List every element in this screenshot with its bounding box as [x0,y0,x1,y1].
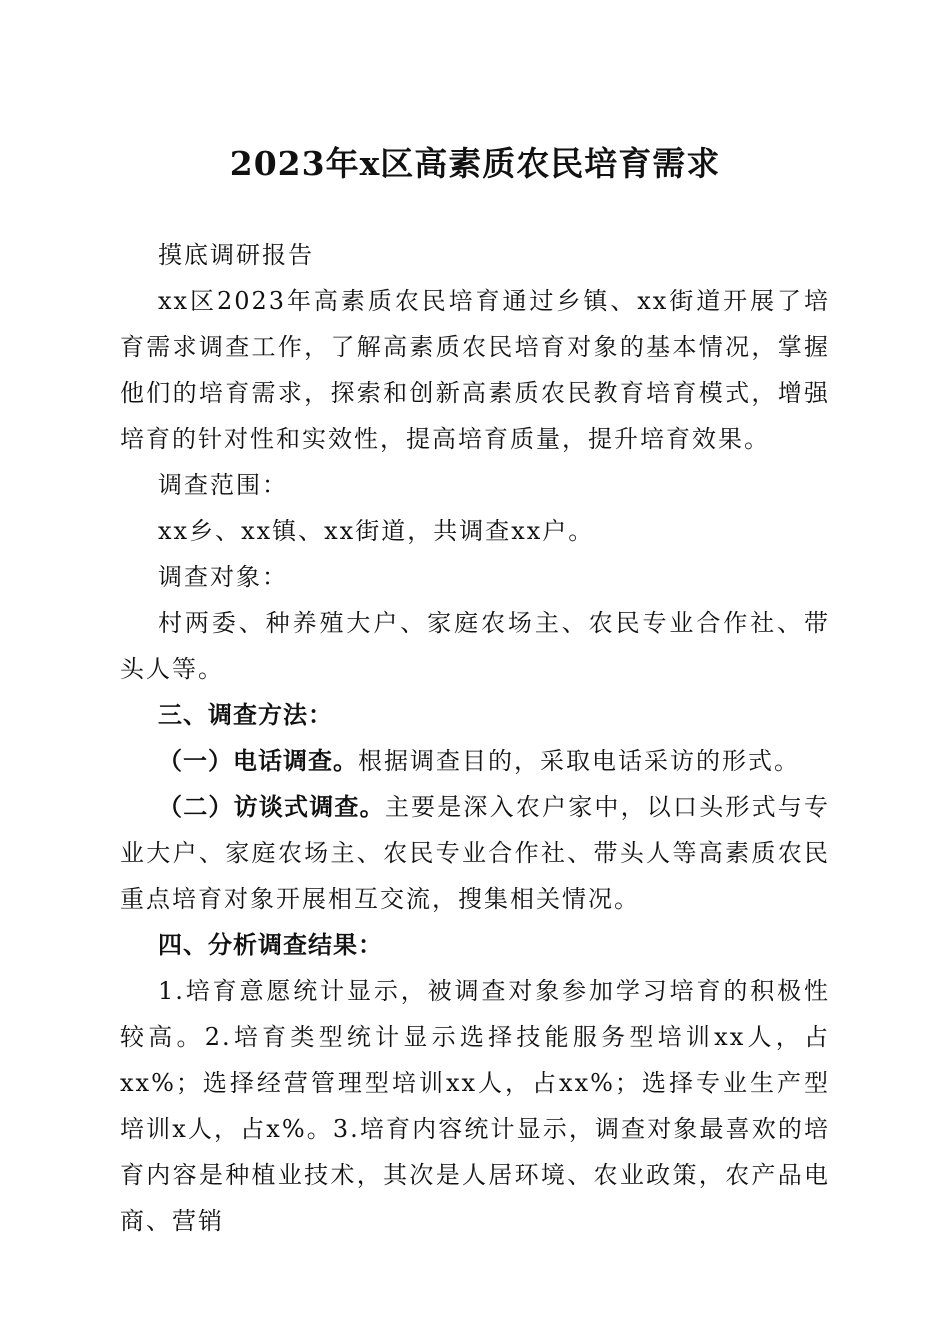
method-1-paragraph [120,738,830,784]
scope-label: 调查范围： [158,471,288,499]
report-subtitle: 摸底调研报告 [158,241,314,269]
results-paragraph: 1.培育意愿统计显示，被调查对象参加学习培育的积极性较高。2.培育类型统计显示选择技能服务型培训xx人，占xx%；选择经营管理型培训xx人，占xx%；选择专业生产型培训x人，占x%。3.培育内容统计显示，调查对象最喜欢的培育内容是种植业技术，其次是人居环境、农业政策，农产品电商、营销 [120,977,830,1235]
section-3-heading: 三、调查方法： [158,700,333,729]
method-1-text: 根据调查目的，采取电话采访的形式。 [358,747,800,775]
intro-paragraph: xx区2023年高素质农民培育通过乡镇、xx街道开展了培育需求调查工作，了解高素质农民培育对象的基本情况，掌握他们的培育需求，探索和创新高素质农民教育培育模式，增强培育的针对性和实效性，提高培育质量，提升培育效果。 [120,287,830,453]
document-body [120,232,830,1244]
target-text: 村两委、种养殖大户、家庭农场主、农民专业合作社、带头人等。 [120,609,830,683]
method-1-title: （一）电话调查。 [158,746,358,775]
section-4-heading: 四、分析调查结果： [158,930,383,959]
method-2-text: 主要是深入农户家中，以口头形式与专业大户、家庭农场主、农民专业合作社、带头人等高素质农民重点培育对象开展相互交流，搜集相关情况。 [120,793,831,913]
method-2-title: （二）访谈式调查。 [158,792,385,821]
method-2-paragraph [120,784,830,922]
scope-text: xx乡、xx镇、xx街道，共调查xx户。 [158,517,595,545]
document-title: 2023年x区高素质农民培育需求 [229,144,721,183]
target-label: 调查对象： [158,563,288,591]
